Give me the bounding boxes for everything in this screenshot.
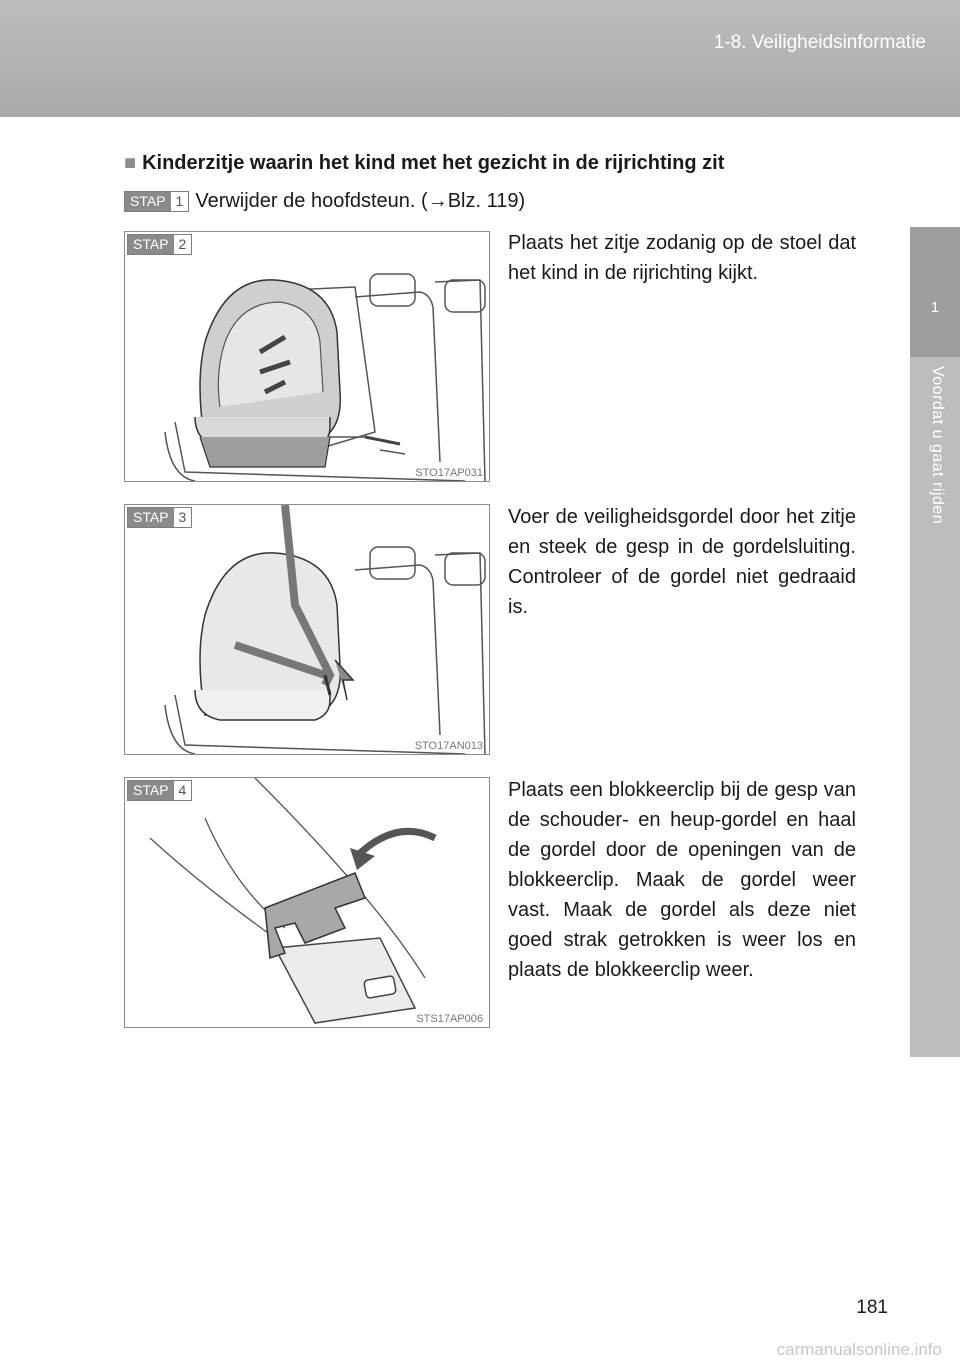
chapter-number: 1 [930, 299, 940, 316]
step-badge: STAP 3 [127, 507, 192, 528]
header-title: 1-8. Veiligheidsinformatie [713, 32, 926, 53]
locking-clip-illustration [125, 778, 489, 1027]
page-number: 181 [856, 1297, 888, 1318]
figure-code: STO17AN013 [414, 740, 483, 752]
step-4-text: Plaats een blokkeerclip bij de gesp van de schouder- en heup-gordel en haal de gordel door de openingen van de blokkeerclip. Maak de gordel weer vast. Maak de gordel als deze niet goed strak getrokken is weer los en plaats de blokkeerclip weer. [508, 779, 856, 981]
step-badge: STAP 4 [127, 780, 192, 801]
step-3-text: Voer de veiligheidsgordel door het zitje en steek de gesp in de gordelsluiting. Controleer of de gordel niet gedraaid is. [508, 506, 856, 618]
step-badge: STAP 2 [127, 234, 192, 255]
figure-code: STS17AP006 [416, 1013, 483, 1025]
section-heading [124, 152, 724, 175]
page-header [0, 0, 960, 117]
seatbelt-routing-illustration [125, 505, 489, 754]
chapter-label: Voordat u gaat rijden [929, 366, 946, 525]
bullet-square: ■ [124, 152, 137, 174]
figure-code: STO17AP031 [415, 467, 483, 479]
step-2-text: Plaats het zitje zodanig op de stoel dat het kind in de rijrichting kijkt. [508, 232, 856, 284]
watermark: carmanualsonline.info [776, 1340, 942, 1359]
figure-step-4 [124, 777, 490, 1028]
step-1 [124, 190, 525, 213]
step-badge: STAP 1 [124, 191, 189, 212]
section-title-text: Kinderzitje waarin het kind met het gezicht in de rijrichting zit [142, 152, 725, 174]
chapter-tab [910, 227, 960, 357]
step-1-text: Verwijder de hoofdsteun. (→Blz. 119) [195, 190, 526, 212]
figure-step-2 [124, 231, 490, 482]
child-seat-illustration [125, 232, 489, 481]
figure-step-3 [124, 504, 490, 755]
